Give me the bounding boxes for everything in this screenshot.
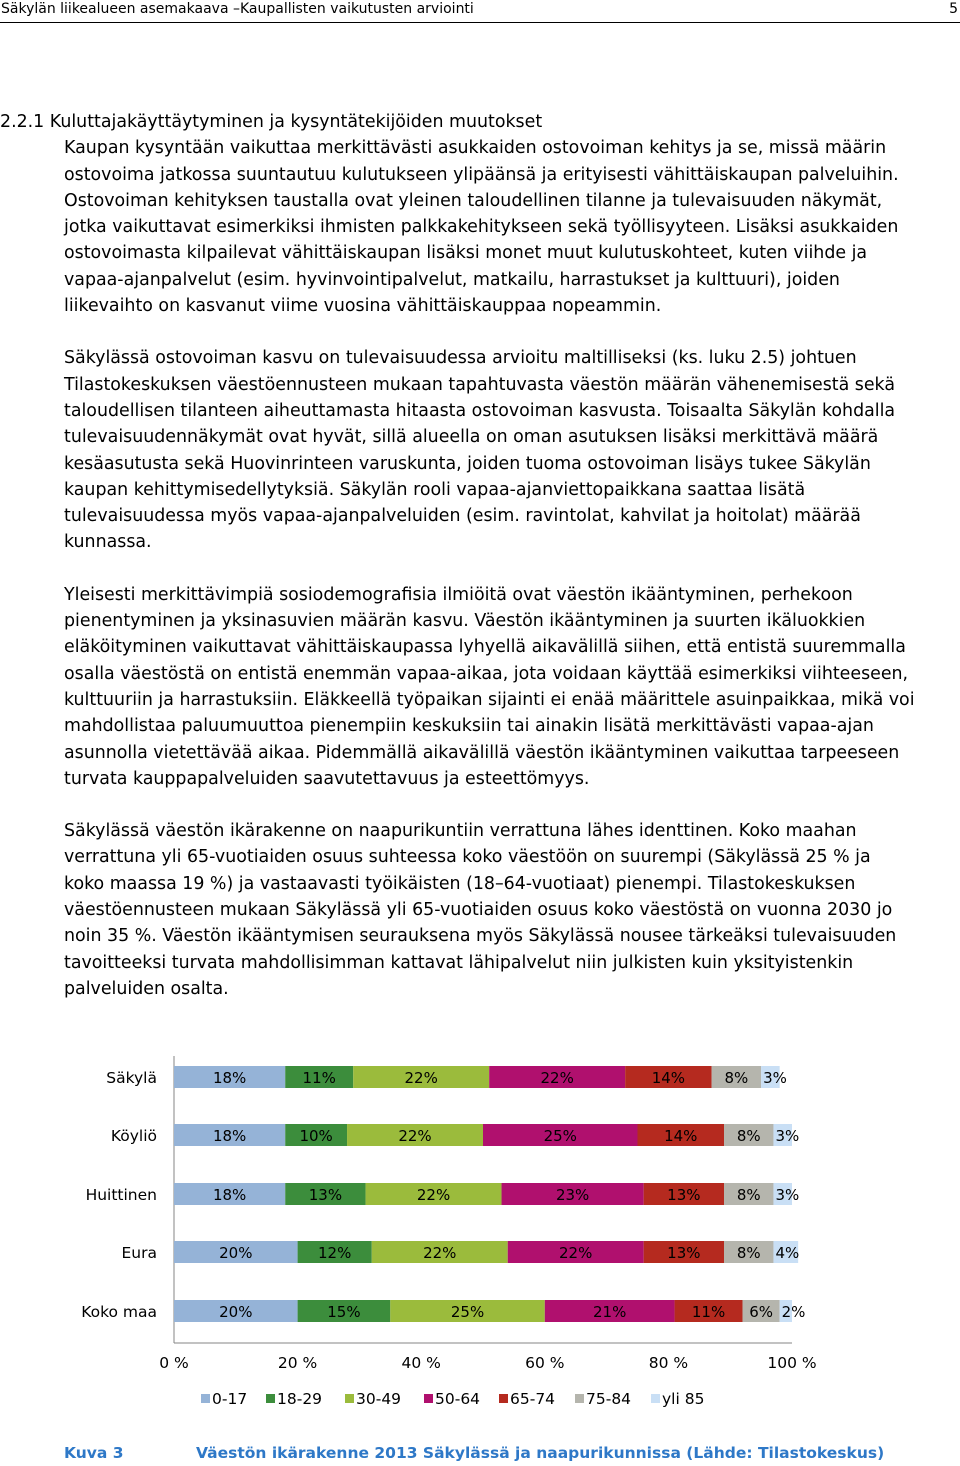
- data-label: 15%: [327, 1303, 361, 1321]
- text-line: kunnassa.: [64, 532, 152, 553]
- legend-label: 30-49: [356, 1390, 402, 1408]
- data-label: 22%: [404, 1069, 438, 1087]
- data-label: 14%: [664, 1127, 698, 1145]
- data-label: 8%: [724, 1069, 749, 1087]
- legend-swatch: [201, 1394, 210, 1403]
- data-label: 3%: [775, 1127, 800, 1145]
- category-label: Köyliö: [110, 1127, 157, 1145]
- data-label: 22%: [559, 1244, 593, 1262]
- paragraph-gap: [64, 319, 960, 345]
- legend-swatch: [424, 1394, 433, 1403]
- data-label: 21%: [593, 1303, 627, 1321]
- text-line: palveluiden osalta.: [64, 978, 229, 999]
- text-line: liikevaihto on kasvanut viime vuosina vähittäiskauppaa nopeammin.: [64, 296, 662, 317]
- data-label: 11%: [302, 1069, 336, 1087]
- text-line: väestöennusteen mukaan Säkylässä yli 65-vuotiaiden osuus koko väestöstä on vuonna 2030 jo: [64, 900, 893, 921]
- paragraph: [64, 135, 960, 319]
- data-label: 13%: [667, 1244, 701, 1262]
- legend-label: 0-17: [212, 1390, 248, 1408]
- text-line: pienentyminen ja yksinasuvien määrän kasvu. Väestön ikääntyminen ja suurten ikäluokkien: [64, 611, 866, 632]
- header-title: Säkylän liikealueen asemakaava –Kaupallisten vaikutusten arviointi: [1, 1, 474, 17]
- text-line: noin 35 %. Väestön ikääntymisen seurauksena myös Säkylässä nousee tärkeäksi tulevaisuuden: [64, 926, 897, 947]
- text-line: turvata kauppapalveluiden saavutettavuus ja esteettömyys.: [64, 768, 590, 789]
- data-label: 10%: [299, 1127, 333, 1145]
- legend-label: 65-74: [510, 1390, 556, 1408]
- text-line: kaupan kehittymisedellytyksiä. Säkylän rooli vapaa-ajanviettopaikkana saattaa lisätä: [64, 479, 806, 500]
- paragraph: [64, 818, 960, 1002]
- figure-caption: [0, 1444, 960, 1466]
- data-label: 11%: [691, 1303, 726, 1321]
- data-label: 22%: [398, 1127, 432, 1145]
- data-label: 6%: [749, 1303, 773, 1321]
- page-number: 5: [949, 1, 958, 17]
- x-tick-label: 40 %: [401, 1354, 441, 1372]
- data-label: 23%: [555, 1186, 590, 1204]
- legend-swatch: [499, 1394, 508, 1403]
- text-line: verrattuna yli 65-vuotiaiden osuus suhteessa koko väestöön on suurempi (Säkylässä 25 % ja: [64, 847, 871, 868]
- text-line: koko maassa 19 %) ja vastaavasti työikäisten (18–64-vuotiaat) pienempi. Tilastokeskuksen: [64, 873, 856, 894]
- text-line: Säkylässä ostovoiman kasvu on tulevaisuudessa arvioitu maltilliseksi (ks. luku 2.5) johtuen: [64, 348, 857, 369]
- text-line: kesäasutusta sekä Huovinrinteen varuskunta, joiden tuoma ostovoiman lisäys tukee Säkylän: [64, 453, 871, 474]
- text-line: taloudellisen tilanteen aiheuttamasta hitaasta ostovoiman kasvusta. Toisaalta Säkylän kohdalla: [64, 400, 896, 421]
- data-label: 8%: [736, 1127, 761, 1145]
- category-label: Huittinen: [85, 1186, 157, 1204]
- paragraph: [64, 345, 960, 555]
- x-tick-label: 80 %: [648, 1354, 689, 1372]
- text-line: vapaa-ajanpalvelut (esim. hyvinvointipalvelut, matkailu, harrastukset ja kulttuuri), joiden: [64, 269, 840, 290]
- data-label: 14%: [651, 1069, 686, 1087]
- category-label: Eura: [121, 1244, 157, 1262]
- data-label: 25%: [450, 1303, 485, 1321]
- data-label: 8%: [736, 1186, 761, 1204]
- data-label: 2%: [781, 1303, 806, 1321]
- legend-swatch: [575, 1394, 584, 1403]
- data-label: 4%: [775, 1244, 800, 1262]
- text-line: Tilastokeskuksen väestöennusteen mukaan tapahtuvasta väestön määrän vähenemisestä sekä: [64, 374, 895, 395]
- data-label: 18%: [212, 1069, 247, 1087]
- data-label: 12%: [318, 1244, 352, 1262]
- text-line: Ostovoiman kehityksen taustalla ovat yleinen taloudellinen tilanne ja tulevaisuuden näkymät,: [64, 190, 883, 211]
- x-tick-label: 20 %: [277, 1354, 318, 1372]
- text-line: tulevaisuudessa myös vapaa-ajanpalveluiden (esim. ravintolat, kahvilat ja hoitolat) määrää: [64, 506, 861, 527]
- text-line: Kaupan kysyntään vaikuttaa merkittävästi asukkaiden ostovoiman kehitys ja se, missä määrin: [64, 138, 887, 159]
- paragraph-gap: [64, 792, 960, 818]
- category-label: Koko maa: [81, 1303, 157, 1321]
- data-label: 22%: [416, 1186, 451, 1204]
- data-label: 13%: [308, 1186, 343, 1204]
- x-tick-label: 60 %: [525, 1354, 565, 1372]
- text-line: asunnolla vietettävää aikaa. Pidemmällä aikavälillä väestön ikääntyminen vaikuttaa tarpeeseen: [64, 742, 900, 763]
- x-tick-label: 100 %: [767, 1354, 817, 1372]
- legend-label: 75-84: [586, 1390, 632, 1408]
- section-heading: 2.2.1 Kuluttajakäyttäytyminen ja kysyntätekijöiden muutokset: [0, 112, 543, 132]
- text-line: osalla väestöstä on entistä enemmän vapaa-aikaa, jota voidaan käyttää esimerkiksi viihteeseen,: [64, 663, 909, 684]
- age-structure-chart: [0, 1040, 960, 1444]
- data-label: 18%: [212, 1186, 247, 1204]
- legend-swatch: [266, 1394, 275, 1403]
- text-line: Yleisesti merkittävimpiä sosiodemografisia ilmiöitä ovat väestön ikääntyminen, perhekoon: [64, 584, 853, 605]
- text-line: mahdollistaa paluumuuttoa pienempiin keskuksiin tai ainakin lisätä merkittävästi vapaa-ajan: [64, 716, 874, 737]
- data-label: 25%: [543, 1127, 577, 1145]
- data-label: 20%: [219, 1244, 253, 1262]
- document-body: [0, 109, 960, 1002]
- legend-label: 50-64: [435, 1390, 481, 1408]
- data-label: 8%: [736, 1244, 761, 1262]
- text-line: tavoitteeksi turvata mahdollisimman kattavat lähipalvelut niin julkisten kuin yksityistenkin: [64, 952, 854, 973]
- text-line: eläköityminen vaikuttavat vähittäiskaupassa lyhyellä aikavälillä siihen, että entistä suuremmalla: [64, 637, 906, 658]
- data-label: 22%: [540, 1069, 574, 1087]
- paragraph: [64, 582, 960, 792]
- legend-swatch: [651, 1394, 660, 1403]
- page-header: [0, 0, 960, 23]
- text-line: tulevaisuudennäkymät ovat hyvät, sillä alueella on oman asutuksen lisäksi merkittävä määrä: [64, 427, 879, 448]
- text-line: jotka vaikuttavat esimerkiksi ihmisten palkkakehitykseen sekä työllisyyteen. Lisäksi asukkaiden: [64, 217, 899, 238]
- caption-text: Väestön ikärakenne 2013 Säkylässä ja naapurikunnissa (Lähde: Tilastokeskus): [196, 1444, 885, 1462]
- category-label: Säkylä: [106, 1069, 157, 1087]
- data-label: 20%: [219, 1303, 253, 1321]
- legend-label: yli 85: [662, 1390, 705, 1408]
- text-line: Säkylässä väestön ikärakenne on naapurikuntiin verrattuna lähes identtinen. Koko maahan: [64, 821, 857, 842]
- data-label: 3%: [763, 1069, 787, 1087]
- text-line: ostovoimasta kilpailevat vähittäiskaupan lisäksi monet muut kulutuskohteet, kuten viihde ja: [64, 243, 868, 264]
- data-label: 13%: [667, 1186, 701, 1204]
- text-line: kulttuuriin ja harrastuksiin. Eläkkeellä työpaikan sijainti ei enää määrittele asuinpaikkaa, mikä voi: [64, 689, 915, 710]
- data-label: 18%: [212, 1127, 247, 1145]
- caption-number: Kuva 3: [64, 1444, 124, 1462]
- paragraphs: [64, 135, 960, 1002]
- legend-label: 18-29: [277, 1390, 323, 1408]
- text-line: ostovoima jatkossa suuntautuu kulutukseen ylipäänsä ja erityisesti vähittäiskaupan palveluihin.: [64, 164, 899, 185]
- legend-swatch: [345, 1394, 354, 1403]
- data-label: 3%: [775, 1186, 800, 1204]
- data-label: 22%: [423, 1244, 457, 1262]
- paragraph-gap: [64, 556, 960, 582]
- x-tick-label: 0 %: [159, 1354, 189, 1372]
